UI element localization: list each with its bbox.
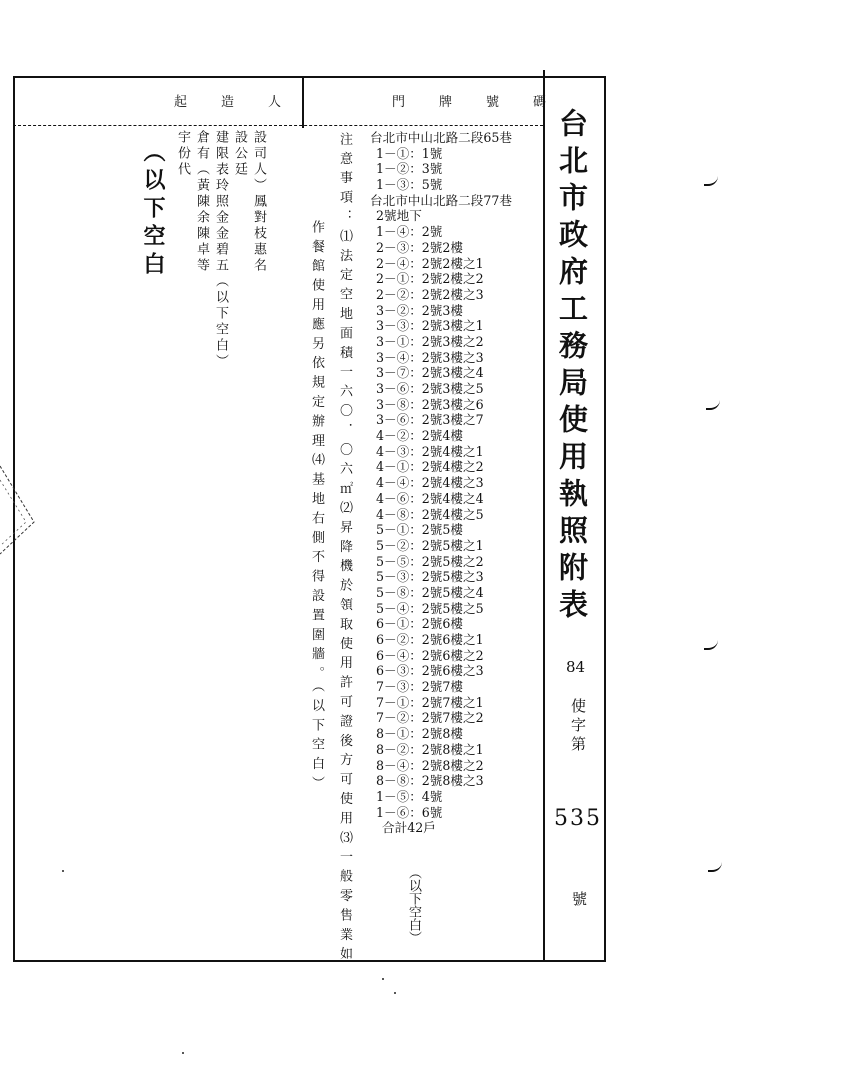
address-entry: 2－④：2號2樓之1 xyxy=(376,255,484,271)
address-entry: 3－⑥：2號3樓之5 xyxy=(376,381,484,396)
owner-col-2: 設公廷 xyxy=(232,130,247,178)
address-entry: 4－⑧：2號4樓之5 xyxy=(376,506,484,522)
address-entry: 6－①：2號6樓 xyxy=(376,616,464,632)
address-entry: 5－④：2號5樓之5 xyxy=(376,600,484,616)
address-entry: 3－⑧：2號3樓之6 xyxy=(376,396,484,412)
address-entry: 5－⑧：2號5樓之4 xyxy=(376,584,484,600)
address-entry: 3－④：2號3樓之3 xyxy=(376,349,484,365)
address-entry: 4－①：2號4樓之2 xyxy=(376,459,484,475)
document-title: 台北市政府工務局使用執照附表 xyxy=(555,108,589,626)
address-entry: 3－①：2號3樓之2 xyxy=(376,333,484,349)
address-entry: 6－②：2號6樓之1 xyxy=(376,632,484,647)
address-entry: 1－⑥：6號 xyxy=(376,804,443,820)
address-entry: 3－②：2號3樓 xyxy=(376,302,464,318)
address-entry: 2－③：2號2樓 xyxy=(376,239,464,255)
scan-corner-lines xyxy=(0,460,40,560)
scan-mark xyxy=(704,176,718,186)
header-divider xyxy=(13,125,543,126)
address-entry: 8－①：2號8樓 xyxy=(376,726,464,742)
address-entry: 7－③：2號7樓 xyxy=(376,679,464,695)
notes-line-2: 作餐館使用應另依規定辦理⑷基地右側不得設置圍牆。（以下空白） xyxy=(309,220,324,796)
scan-speck xyxy=(182,1052,184,1054)
address-entry: 2－①：2號2樓之2 xyxy=(376,271,484,287)
address-entry: 1－②：3號 xyxy=(376,161,443,177)
owner-header: 起造人 xyxy=(174,95,316,110)
address-entry: 3－⑦：2號3樓之4 xyxy=(376,365,484,381)
owner-col-3: 建限表玲照金金碧五（以下空白） xyxy=(213,130,228,370)
address-entry: 5－⑤：2號5樓之2 xyxy=(376,553,484,569)
address-entry: 5－①：2號5樓 xyxy=(376,522,464,538)
doc-prefix: 使字第 xyxy=(569,698,587,755)
address-entry: 8－④：2號8樓之2 xyxy=(376,757,484,773)
address-entry: 1－①：1號 xyxy=(376,145,443,161)
handwritten-blank-note: （以下空白 xyxy=(140,140,166,280)
address-entry: 3－⑥：2號3樓之7 xyxy=(376,412,484,428)
scan-mark xyxy=(706,400,720,410)
title-column-divider xyxy=(543,70,545,962)
doc-year: 84 xyxy=(566,658,586,676)
address-entry: 1－⑤：4號 xyxy=(376,788,443,804)
address-entry: 4－②：2號4樓 xyxy=(376,428,464,444)
address-entry: 7－②：2號7樓之2 xyxy=(376,710,484,726)
scan-mark xyxy=(704,640,718,650)
address-entry: 8－②：2號8樓之1 xyxy=(376,741,484,757)
address-entry: 1－③：5號 xyxy=(376,177,443,193)
address-list xyxy=(370,130,512,836)
scan-speck xyxy=(382,978,384,980)
address-entry: 6－③：2號6樓之3 xyxy=(376,663,484,679)
owner-col-1: 設司人）鳳對枝惠名 xyxy=(251,130,266,274)
address-entry: 2號地下 xyxy=(376,208,422,224)
notes-line-1: 注意事項：⑴法定空地面積一六〇．〇六㎡⑵昇降機於領取使用許可證後方可使用⑶一般零售業如 xyxy=(337,132,352,967)
doc-suffix: 號 xyxy=(572,890,588,908)
scan-mark xyxy=(708,862,722,872)
owner-col-4: 倉有（黃陳余陳卓等 xyxy=(194,130,209,274)
address-blank-note: （以下空白） xyxy=(406,866,421,944)
address-entry: 1－④：2號 xyxy=(376,224,443,240)
address-entry: 8－⑧：2號8樓之3 xyxy=(376,773,484,789)
address-entry: 4－③：2號4樓之1 xyxy=(376,443,484,459)
address-entry: 台北市中山北路二段65巷 xyxy=(370,130,512,145)
address-entry: 合計42戶 xyxy=(382,820,436,836)
address-entry: 7－①：2號7樓之1 xyxy=(376,694,484,710)
doc-number: 535 xyxy=(554,806,602,831)
address-entry: 5－③：2號5樓之3 xyxy=(376,569,484,585)
address-entry: 4－④：2號4樓之3 xyxy=(376,475,484,491)
address-entry: 2－②：2號2樓之3 xyxy=(376,286,484,302)
scan-speck xyxy=(62,870,64,872)
address-entry: 5－②：2號5樓之1 xyxy=(376,537,484,553)
scan-speck xyxy=(394,992,396,994)
address-entry: 3－③：2號3樓之1 xyxy=(376,318,484,334)
address-header: 門牌號碼 xyxy=(392,95,581,110)
address-entry: 台北市中山北路二段77巷 xyxy=(370,192,512,208)
address-entry: 6－④：2號6樓之2 xyxy=(376,647,484,663)
owner-col-5: 宇份代 xyxy=(175,130,190,178)
address-entry: 4－⑥：2號4樓之4 xyxy=(376,490,484,506)
